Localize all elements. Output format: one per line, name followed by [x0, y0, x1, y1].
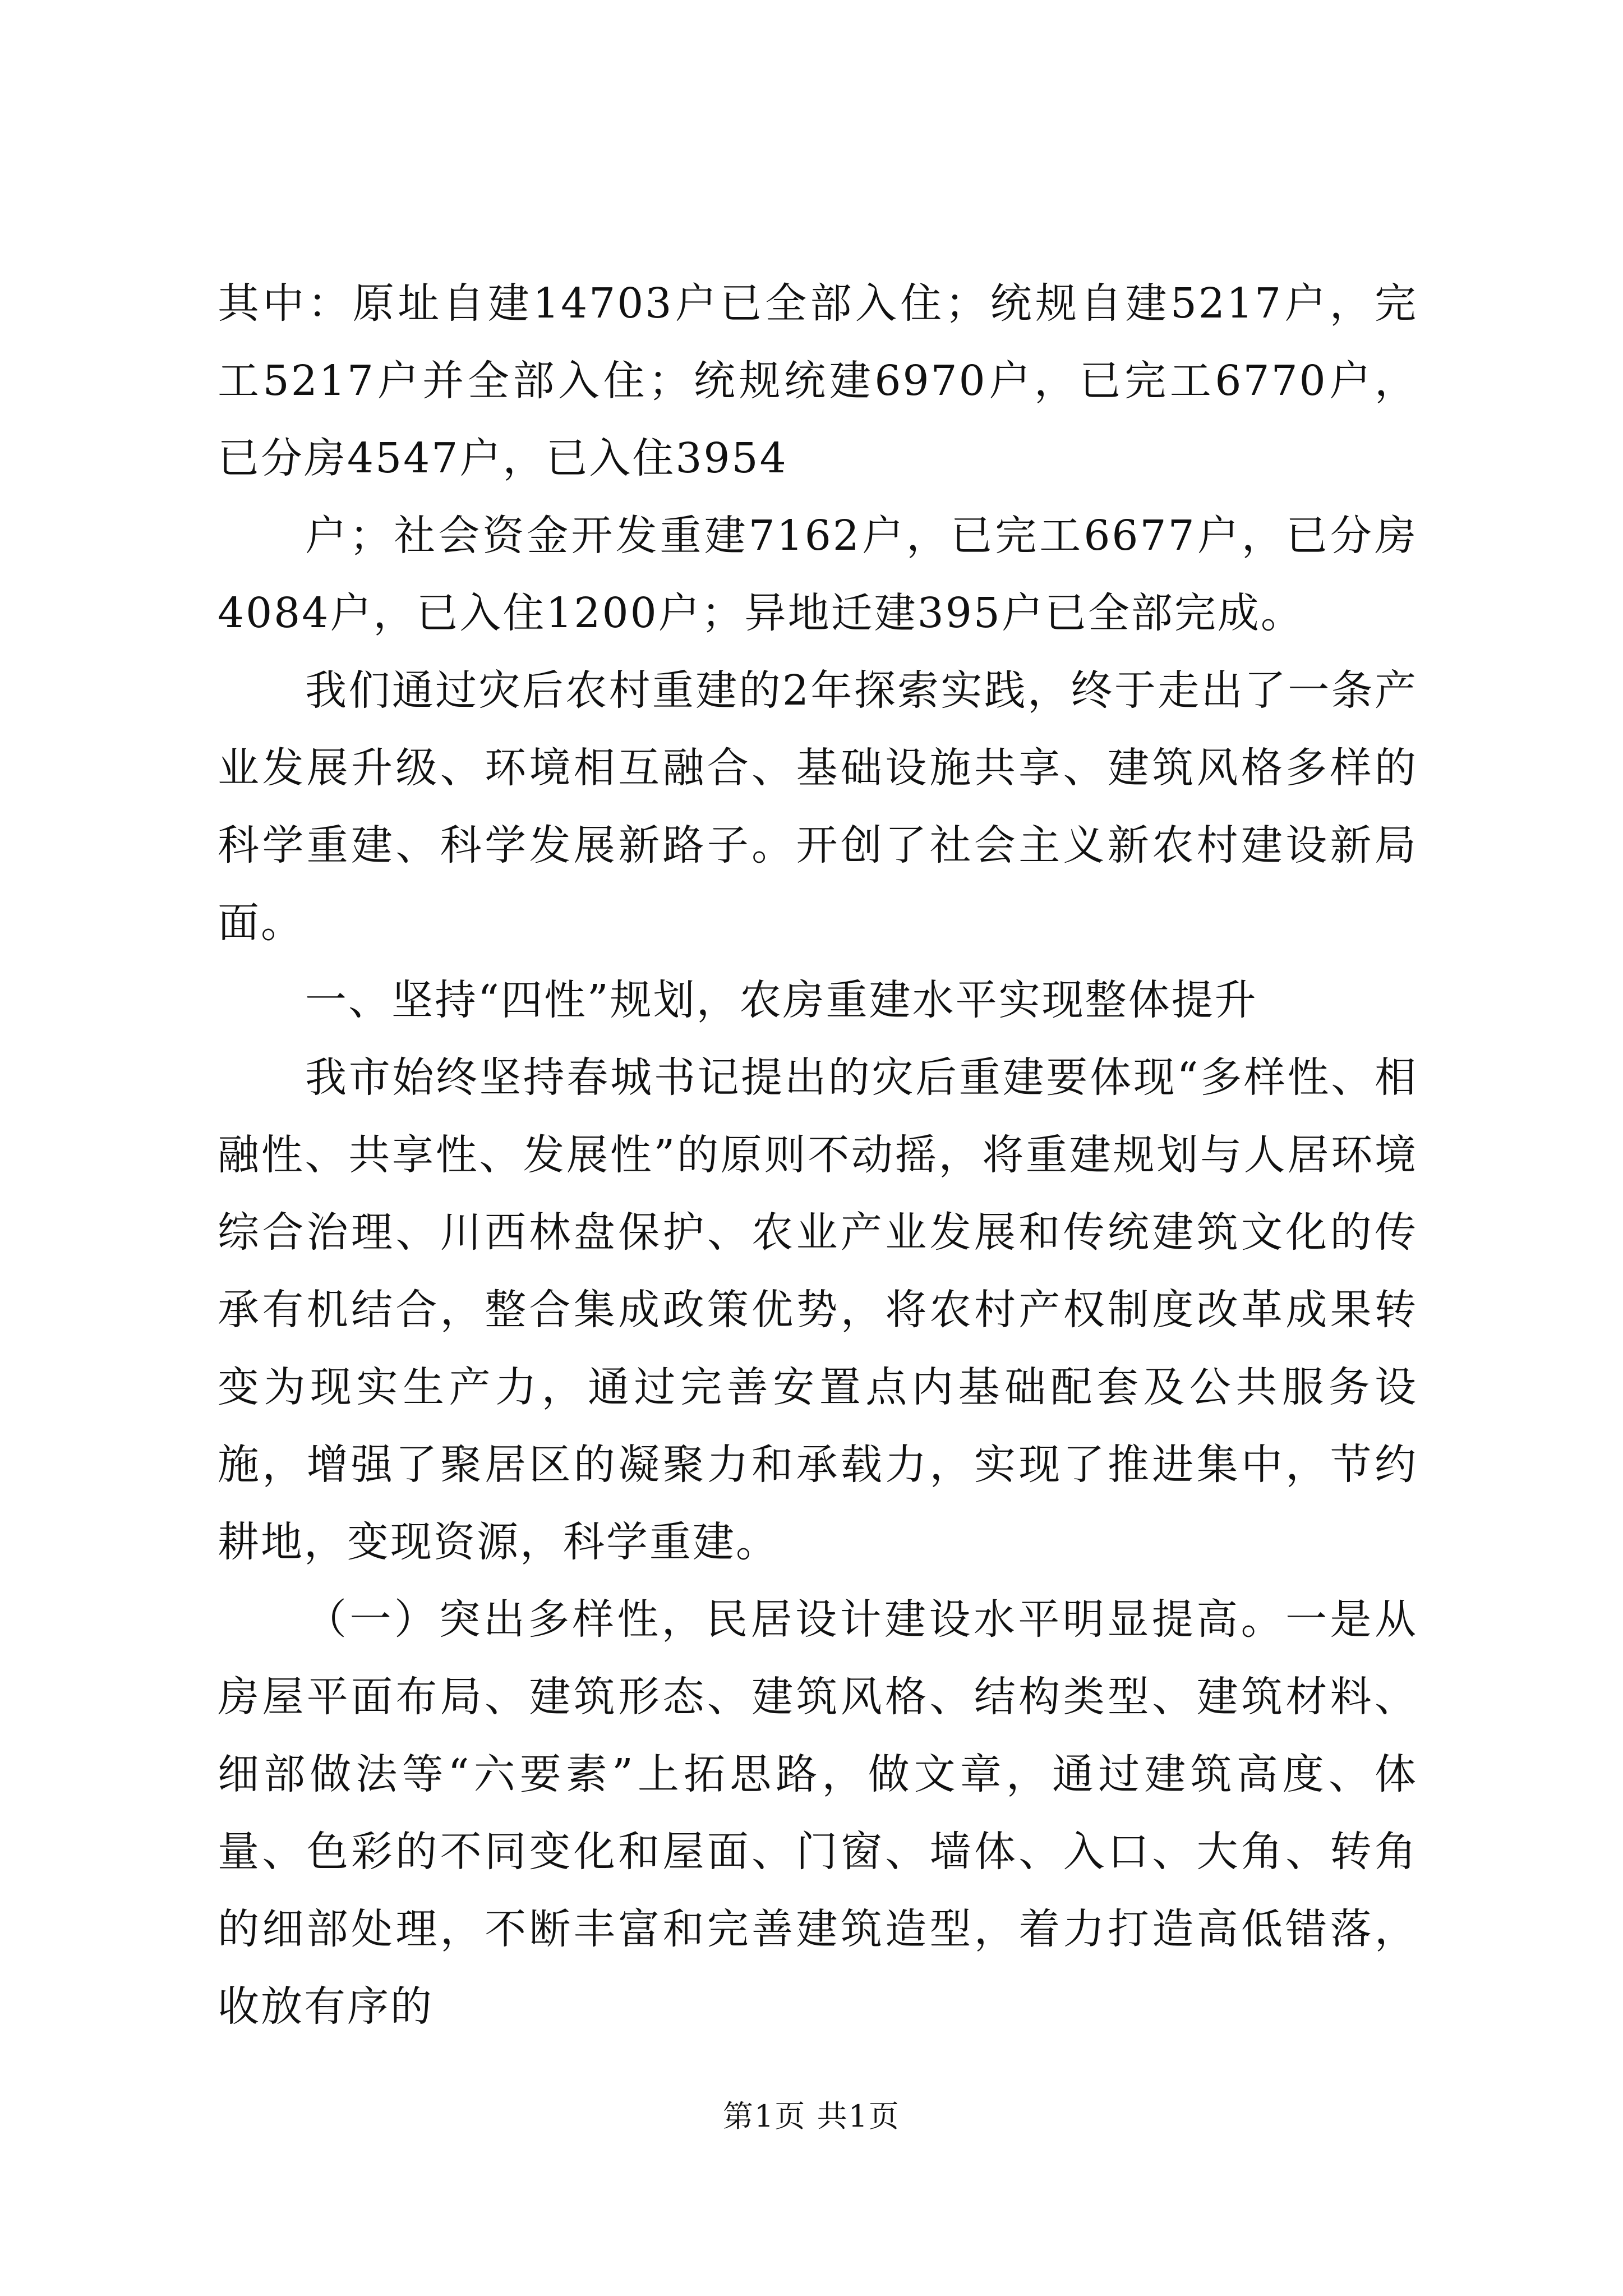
- paragraph-2: 户；社会资金开发重建7162户，已完工6677户，已分房4084户，已入住1200户；异地迁建395户已全部完成。: [218, 512, 1418, 637]
- document-body: [218, 265, 1418, 2045]
- paragraph-4: 我市始终坚持春城书记提出的灾后重建要体现“多样性、相融性、共享性、发展性”的原则不动摇，将重建规划与人居环境综合治理、川西林盘保护、农业产业发展和传统建筑文化的传承有机结合，整合集成政策优势，将农村产权制度改革成果转变为现实生产力，通过完善安置点内基础配套及公共服务设施，增强了聚居区的凝聚力和承载力，实现了推进集中，节约耕地，变现资源，科学重建。: [218, 1053, 1418, 1566]
- paragraph-5: （一）突出多样性，民居设计建设水平明显提高。一是从房屋平面布局、建筑形态、建筑风格、结构类型、建筑材料、细部做法等“六要素”上拓思路，做文章，通过建筑高度、体量、色彩的不同变化和屋面、门窗、墙体、入口、大角、转角的细部处理，不断丰富和完善建筑造型，着力打造高低错落，收放有序的: [218, 1595, 1418, 2031]
- paragraph-1: 其中：原址自建14703户已全部入住；统规自建5217户，完工5217户并全部入住；统规统建6970户，已完工6770户，已分房4547户，已入住3954: [218, 279, 1418, 482]
- paragraph-3: 我们通过灾后农村重建的2年探索实践，终于走出了一条产业发展升级、环境相互融合、基础设施共享、建筑风格多样的科学重建、科学发展新路子。开创了社会主义新农村建设新局面。: [218, 666, 1418, 947]
- page-number-footer: 第1页 共1页: [723, 2099, 900, 2134]
- section-heading-1: 一、坚持“四性”规划，农房重建水平实现整体提升: [305, 976, 1258, 1024]
